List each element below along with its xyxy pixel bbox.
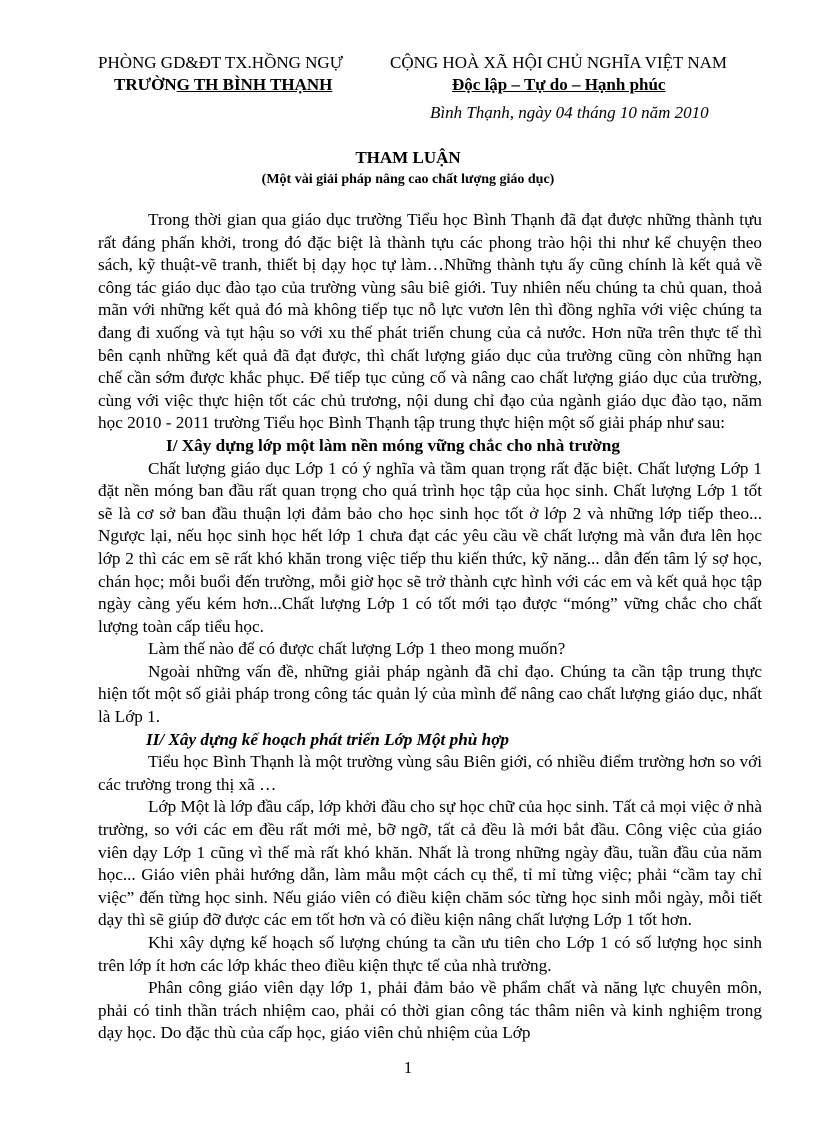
paragraph-school-context: Tiểu học Bình Thạnh là một trường vùng sâu Biên giới, có nhiều điểm trường hơn so với các trường trong thị xã … (98, 752, 762, 794)
paragraph-intro: Trong thời gian qua giáo dục trường Tiểu học Bình Thạnh đã đạt được những thành tựu rất đáng phấn khởi, trong đó đặc biệt là thành tựu các phong trào hội thi như kể chuyện theo sách, kỹ thuật-vẽ tranh, thiết bị dạy học tự làm…Những thành tựu ấy cũng chính là kết quả về công tác giáo dục đào tạo của trường vùng sâu biê giới. Tuy nhiên nếu chúng ta chủ quan, thoả mãn với những kết quả đó mà không tiếp tục nỗ lực vươn lên thì đồng nghĩa với việc chúng ta đang đi xuống và tụt hậu so với xu thế phát triển chung của cả nước. Hơn nữa trên thực tế thì bên cạnh những kết quả đã đạt được, thì chất lượng giáo dục của trường cũng còn những hạn chế cần sớm được khắc phục. Để tiếp tục củng cố và nâng cao chất lượng giáo dục của trường, cùng với việc thực hiện tốt các chủ trương, nội dung chỉ đạo của ngành giáo dục đào tạo, năm học 2010 - 2011 trường Tiểu học Bình Thạnh tập trung thực hiện một số giải pháp như sau: (98, 210, 762, 433)
page-number: 1 (403, 1058, 413, 1077)
document-body (98, 209, 762, 1045)
national-motto: Độc lập – Tự do – Hạnh phúc (452, 75, 666, 94)
section-heading-1: I/ Xây dựng lớp một làm nền móng vững chắc cho nhà trường (166, 435, 620, 455)
department-name: PHÒNG GD&ĐT TX.HỒNG NGỰ (98, 53, 343, 72)
paragraph-class1-importance: Chất lượng giáo dục Lớp 1 có ý nghĩa và tầm quan trọng rất đặc biệt. Chất lượng Lớp 1 đặt nền móng ban đầu rất quan trọng cho quá trình học tập của học sinh. Chất lượng Lớp 1 tốt sẽ là cơ sở ban đầu thuận lợi đảm bảo cho học sinh học tốt ở lớp 2 và những lớp tiếp theo... Ngược lại, nếu học sinh học hết lớp 1 chưa đạt các yêu cầu về chất lượng mà vẫn đưa lên học lớp 2 thì các em sẽ rất khó khăn trong việc tiếp thu kiến thức, kỹ năng... dẫn đến tâm lý sợ học, chán học; mỗi buổi đến trường, mỗi giờ học sẽ trở thành cực hình với các em và kết quả học tập ngày càng yếu kém hơn...Chất lượng Lớp 1 có tốt mới tạo được “móng” vững chắc cho chất lượng toàn cấp tiểu học. (98, 458, 762, 636)
paragraph-solutions: Ngoài những vấn đề, những giải pháp ngành đã chỉ đạo. Chúng ta cần tập trung thực hiện tốt một số giải pháp trong công tác quản lý của mình để nâng cao chất lượng giáo dục, nhất là Lớp 1. (98, 661, 762, 727)
section-heading-2: II/ Xây dựng kế hoạch phát triển Lớp Một phù hợp (146, 729, 510, 749)
document-subtitle: (Một vài giải pháp nâng cao chất lượng giáo dục) (261, 172, 555, 187)
paragraph-class1-start: Lớp Một là lớp đầu cấp, lớp khởi đầu cho sự học chữ của học sinh. Tất cả mọi việc ở nhà trường, so với các em đều rất mới mẻ, bỡ ngỡ, tất cả đều là mới bắt đầu. Công việc của giáo viên dạy Lớp 1 cũng vì thế mà rất khó khăn. Nhất là trong những ngày đầu, tuần đầu của năm học... Giáo viên phải hướng dẫn, làm mẫu một cách cụ thể, tỉ mỉ từng việc; phải “cầm tay chỉ việc” đến từng học sinh. Nếu giáo viên có điều kiện chăm sóc từng học sinh mỗi ngày, mỗi tiết dạy thì sẽ giúp đỡ được các em tốt hơn và có điều kiện nâng chất lượng Lớp 1 tốt hơn. (98, 797, 762, 930)
country-name: CỘNG HOÀ XÃ HỘI CHỦ NGHĨA VIỆT NAM (390, 53, 728, 72)
document-date: Bình Thạnh, ngày 04 tháng 10 năm 2010 (430, 103, 709, 122)
paragraph-teacher-assignment: Phân công giáo viên dạy lớp 1, phải đảm bảo về phẩm chất và năng lực chuyên môn, phải có tinh thần trách nhiệm cao, phải có thời gian công tác thâm niên và kinh nghiệm trong dạy học. Do đặc thù của cấp học, giáo viên chủ nhiệm của Lớp (98, 978, 762, 1043)
paragraph-enrollment-plan: Khi xây dựng kế hoạch số lượng chúng ta cần ưu tiên cho Lớp 1 có số lượng học sinh trên lớp ít hơn các lớp khác theo điều kiện thực tế của nhà trường. (98, 933, 762, 975)
school-name-prefix: TRƯỜN (114, 75, 177, 94)
document-title: THAM LUẬN (355, 148, 461, 167)
school-name-underlined: G TH BÌNH THẠNH (176, 75, 333, 94)
school-name (114, 75, 332, 95)
paragraph-question: Làm thế nào để có được chất lượng Lớp 1 theo mong muốn? (148, 639, 566, 659)
